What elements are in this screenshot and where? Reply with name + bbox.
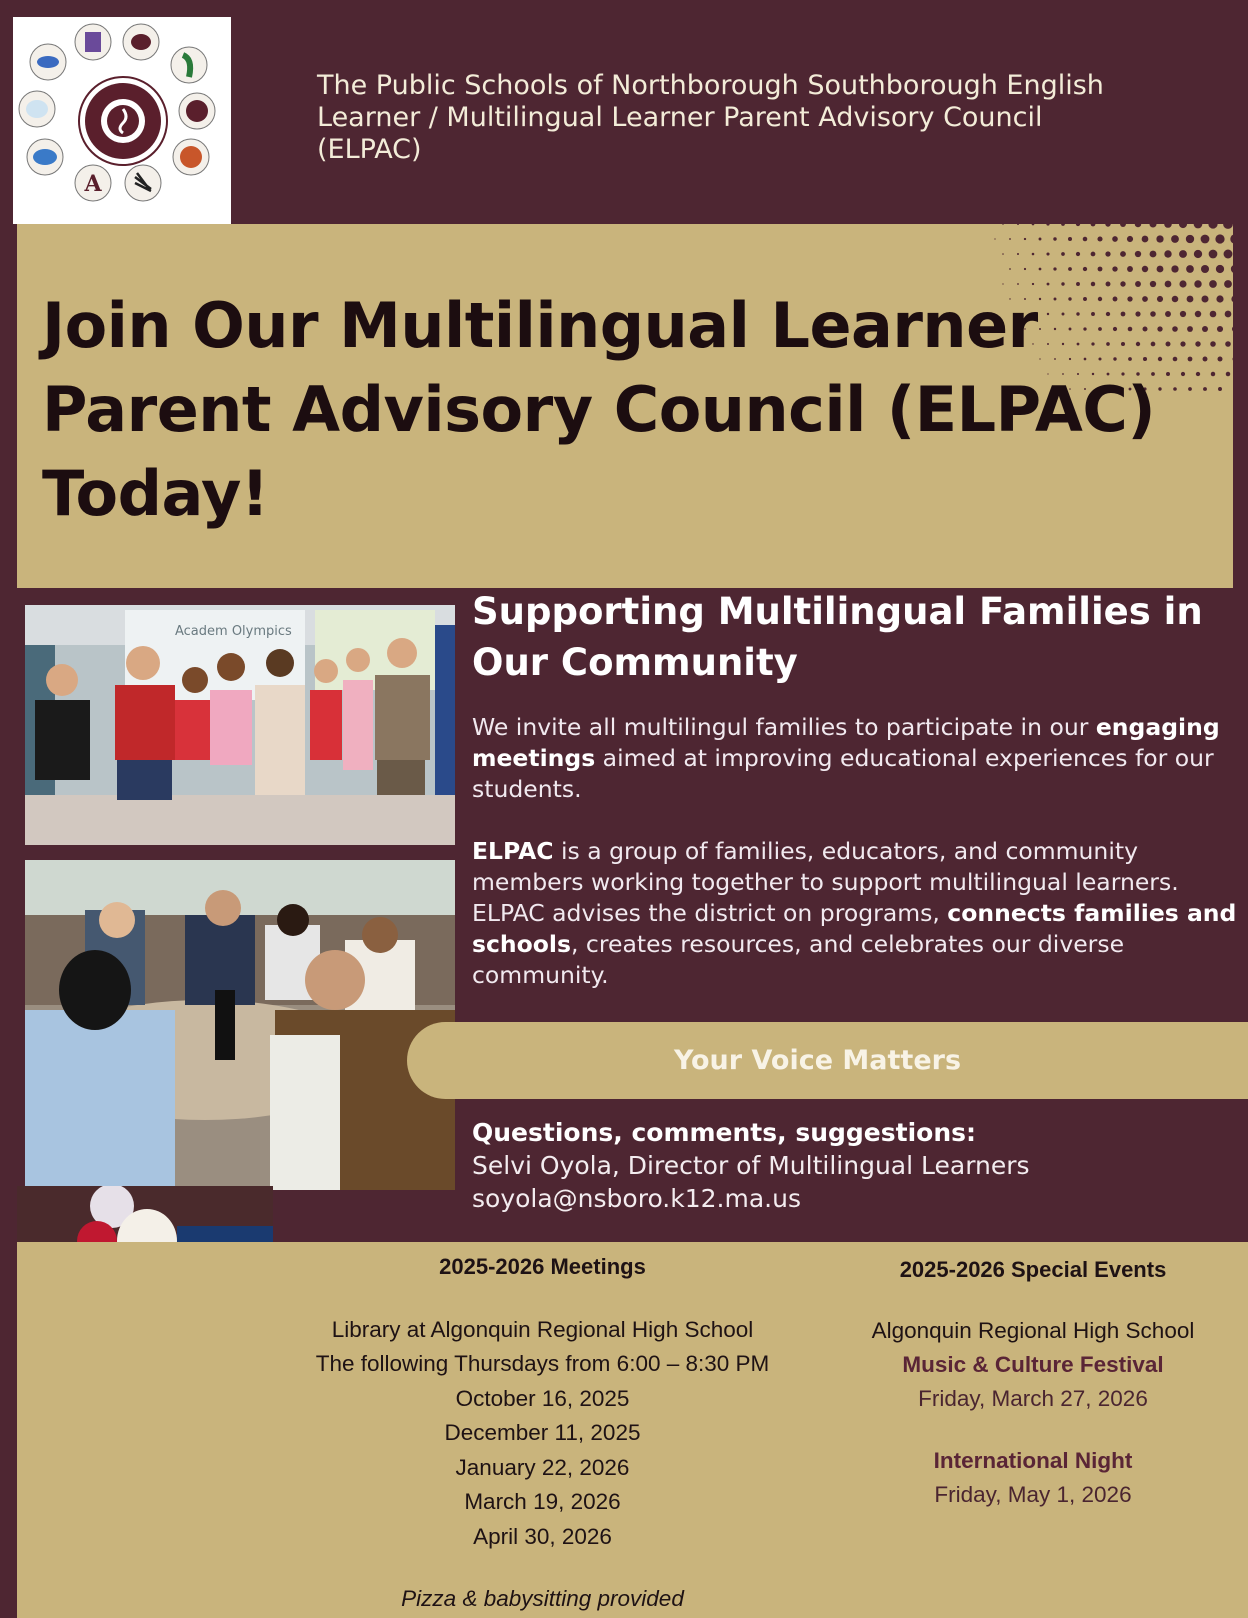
halftone-dot [1217,356,1222,361]
halftone-dot [1215,234,1224,243]
district-logo [13,17,231,224]
section-title: Supporting Multilingual Families in Our Community [472,590,1203,684]
photo-children-classroom [25,605,455,845]
halftone-dot [1149,224,1156,228]
halftone-dot [1225,311,1232,318]
halftone-dot [1024,238,1026,240]
halftone-dot [1201,295,1208,302]
halftone-dot [1112,236,1118,242]
meeting-date: December 11, 2025 [444,1420,641,1445]
svg-text:A: A [84,171,102,197]
halftone-dot [994,238,995,239]
halftone-dot [1217,326,1223,332]
halftone-dot [1024,268,1026,270]
halftone-dot [1127,266,1133,272]
event-name-international-night: International Night [933,1448,1133,1473]
halftone-dot [1142,266,1148,272]
halftone-dot [1135,224,1142,227]
events-heading: 2025-2026 Special Events [899,1257,1167,1282]
halftone-dot [1039,268,1042,271]
meetings-heading: 2025-2026 Meetings [439,1254,646,1279]
halftone-dot [1203,387,1207,391]
halftone-dot [1164,250,1171,257]
halftone-dot [1002,224,1004,225]
halftone-dot [1230,234,1233,243]
halftone-dot [1098,267,1103,272]
contact-block [472,1116,1232,1215]
classroom-banner-text: Academ Olympics [175,624,292,639]
halftone-dot [1202,326,1208,332]
halftone-dot [1105,224,1110,227]
halftone-dot [1032,253,1035,256]
halftone-dot [1061,252,1065,256]
halftone-dot [1225,341,1231,347]
halftone-dot [1097,236,1102,241]
halftone-dot [1187,326,1193,332]
halftone-dot [1068,237,1072,241]
contact-heading: Questions, comments, suggestions: [472,1118,977,1147]
elpac-description-paragraph: ELPAC is a group of families, educators, and community members working together to support multilingual learners. ELPAC advises the district on programs, connects families and schools, creates resources, and celebrates our diverse community. [472,837,1237,989]
halftone-dot [1210,311,1217,318]
halftone-dot [1224,280,1232,288]
halftone-dot [1211,372,1215,376]
halftone-dot [1203,357,1208,362]
halftone-dot [1195,341,1200,346]
halftone-dot [1046,224,1049,226]
halftone-dot [1188,357,1193,362]
school-council-title: The Public Schools of Northborough Southborough English Learner / Multilingual Learner Parent Advisory Council (ELPAC) [317,70,1104,165]
headline-banner [17,224,1233,588]
halftone-dot [1231,265,1233,273]
voice-label: Your Voice Matters [673,1045,962,1076]
halftone-dot [1196,372,1200,376]
invitation-paragraph: We invite all multilingul families to participate in our engaging meetings aimed at improving educational experiences for our students. [472,713,1220,803]
halftone-dot [1201,235,1210,244]
halftone-dot [1209,280,1217,288]
halftone-dot [1209,250,1218,259]
halftone-dot [1171,265,1178,272]
halftone-dot [1009,238,1011,240]
halftone-dot [1053,237,1056,240]
halftone-dot [1009,268,1011,270]
halftone-dot [1195,311,1201,317]
halftone-dot [1188,387,1192,391]
halftone-dot [1142,236,1149,243]
halftone-dot [1201,265,1209,273]
headline: Join Our Multilingual Learner Parent Advisory Council (ELPAC) Today! [42,289,1156,530]
meeting-date: January 22, 2026 [455,1454,630,1480]
halftone-dot [1179,250,1187,258]
halftone-dot [1179,224,1187,228]
event-date-international-night: Friday, May 1, 2026 [934,1482,1132,1507]
halftone-dot [1194,250,1202,258]
meetings-location: Library at Algonquin Regional High School [331,1316,754,1342]
halftone-dot [1186,265,1194,273]
logo-graphic [13,17,231,224]
halftone-dot [1156,235,1163,242]
halftone-dot [1032,224,1035,225]
events-location: Algonquin Regional High School [871,1318,1195,1343]
halftone-dot [1068,267,1072,271]
meetings-note: Pizza & babysitting provided [401,1586,684,1611]
halftone-dot [1218,387,1222,391]
halftone-dot [1053,267,1056,270]
event-date-festival: Friday, March 27, 2026 [918,1386,1148,1411]
your-voice-matters-banner [407,1022,1248,1099]
halftone-dot [1135,251,1141,257]
halftone-dot [1232,356,1233,361]
halftone-dot [1120,224,1126,227]
halftone-dot [1091,224,1096,226]
meeting-date: October 16, 2025 [455,1385,630,1411]
halftone-dot [1127,236,1133,242]
halftone-dot [1091,252,1096,257]
halftone-dot [1171,235,1179,243]
events-column [828,1253,1238,1512]
halftone-dot [1232,326,1233,332]
event-name-festival: Music & Culture Festival [902,1352,1164,1377]
meeting-date: April 30, 2026 [473,1523,612,1549]
halftone-dot [1224,250,1233,259]
halftone-dot [1186,235,1194,243]
halftone-dot [1076,252,1080,256]
halftone-dot [1120,251,1126,257]
meeting-date: March 19, 2026 [464,1489,621,1514]
halftone-dot [1164,224,1172,228]
halftone-dot [1017,224,1019,225]
halftone-dot [1017,253,1019,255]
halftone-dot [1046,252,1049,255]
contact-email[interactable]: soyola@nsboro.k12.ma.us [472,1184,801,1213]
halftone-dot [1210,341,1216,347]
halftone-dot [1216,295,1223,302]
contact-name: Selvi Oyola, Director of Multilingual Learners [472,1151,1030,1180]
halftone-dot [1194,224,1203,228]
meetings-schedule: The following Thursdays from 6:00 – 8:30 PM [315,1351,770,1376]
photo-parent-meeting [25,860,455,1190]
halftone-dot [1208,224,1217,229]
halftone-dot [1083,237,1088,242]
halftone-dot [1112,266,1117,271]
halftone-dot [1187,296,1194,303]
halftone-dot [1039,238,1042,241]
halftone-dot [1061,224,1065,226]
halftone-dot [1157,266,1164,273]
halftone-dot [1194,280,1201,287]
halftone-dot [1231,295,1233,302]
halftone-dot [1226,372,1231,377]
halftone-dot [1223,224,1233,229]
halftone-dot [1083,267,1087,271]
halftone-dot [1216,265,1224,273]
halftone-dot [1150,251,1157,258]
meetings-column [290,1250,795,1617]
halftone-dot [1105,251,1110,256]
halftone-dot [1002,253,1004,255]
halftone-dot [1076,224,1080,226]
